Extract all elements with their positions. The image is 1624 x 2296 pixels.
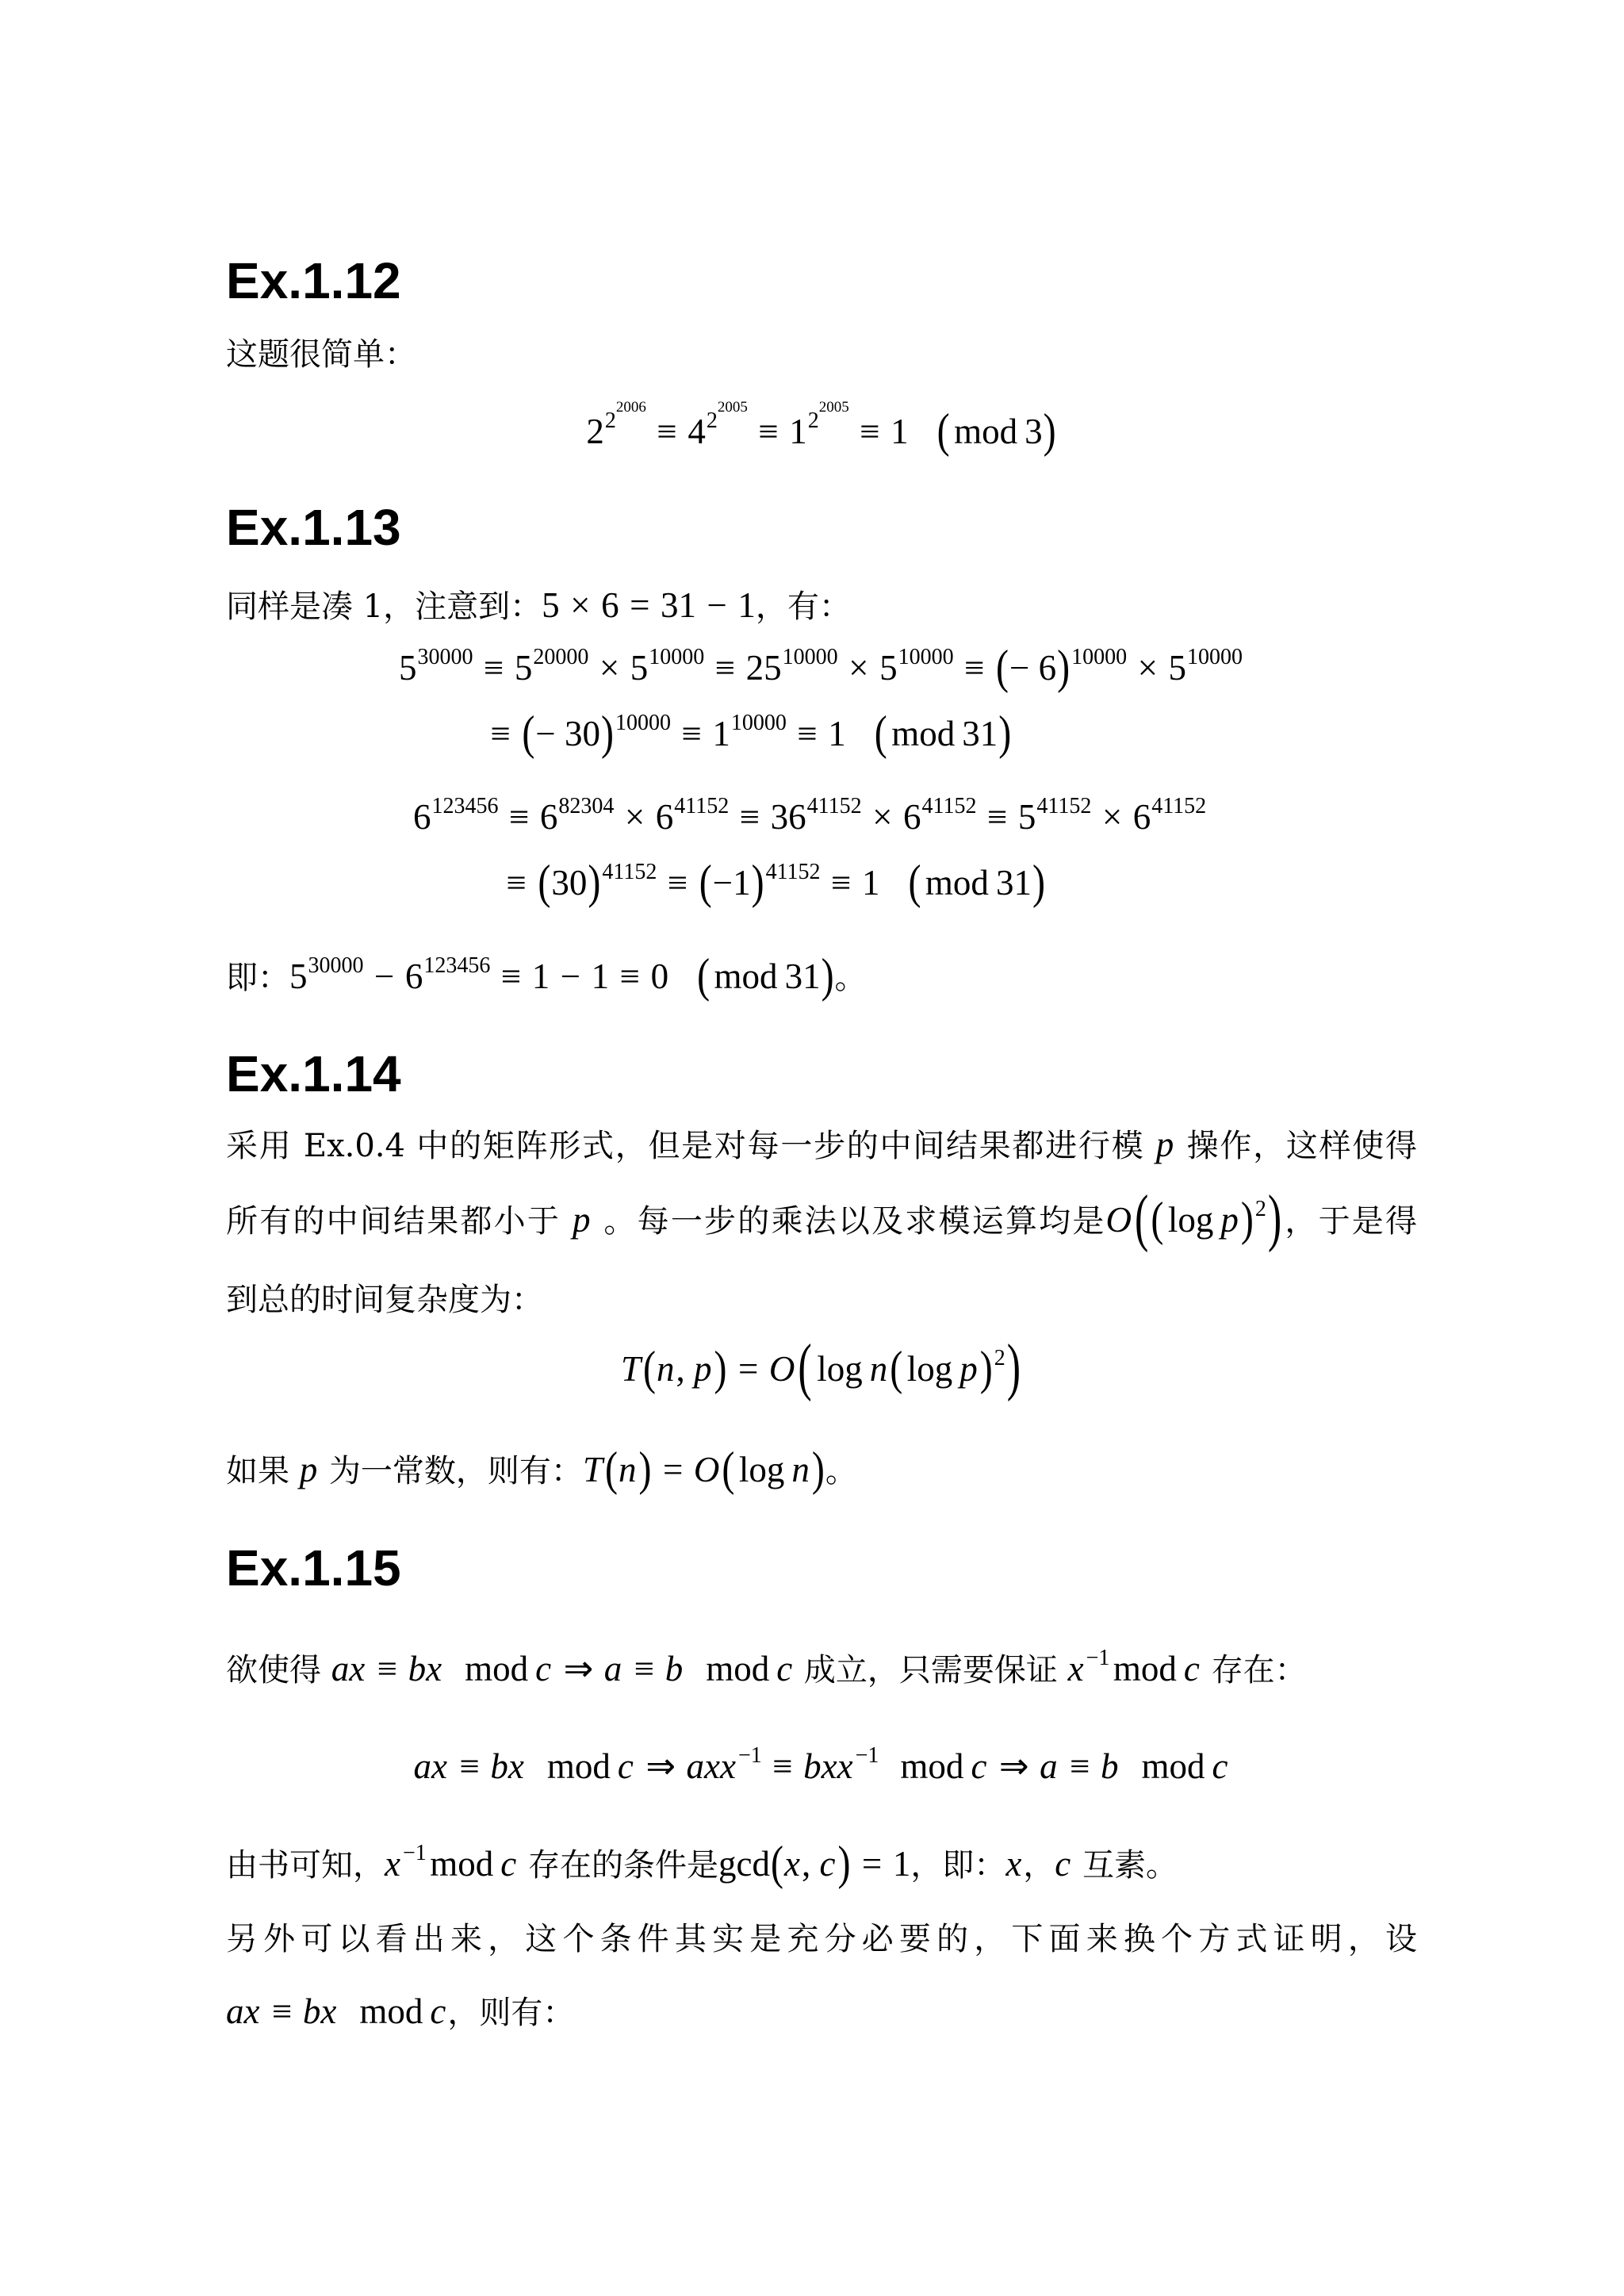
math-number: 31 — [784, 956, 821, 996]
math-number: 6 — [601, 585, 619, 625]
math-number: 6 — [404, 956, 423, 996]
math-number: 6 — [903, 797, 921, 837]
text-line: 如果 p 为一常数，则有：T(n) = O( log n)。 — [226, 1443, 857, 1496]
math-variable: T — [582, 1450, 603, 1489]
math-variable: ax — [331, 1649, 366, 1688]
math-number: 31 — [962, 714, 998, 753]
cjk-text: 同样是凑 1，注意到： — [226, 588, 542, 625]
math-operator: × — [848, 648, 869, 688]
math-variable: x — [1067, 1649, 1084, 1688]
math-operator: ≡ — [667, 863, 688, 903]
math-operator: × — [599, 648, 620, 688]
math-function: mod — [891, 714, 956, 753]
math-operator: = — [630, 585, 650, 625]
math-variable: b — [1101, 1746, 1119, 1786]
math-number: 6 — [1132, 797, 1151, 837]
math-number: − 30 — [535, 714, 601, 753]
cjk-text: 。 — [825, 1453, 857, 1489]
math-mod-operator: mod — [546, 1746, 611, 1786]
math-operator: ⇒ — [563, 1649, 594, 1688]
math-function: mod — [954, 412, 1018, 451]
math-number: 1 — [892, 1844, 911, 1884]
math-operator: ≡ — [459, 1746, 480, 1786]
math-number: gcd — [718, 1844, 770, 1884]
math-operator: ≡ — [758, 412, 779, 451]
math-variable: c — [535, 1649, 552, 1688]
math-number: 5 — [1017, 797, 1036, 837]
cjk-text: 由书可知， — [226, 1847, 385, 1884]
superscript: 2 — [994, 1346, 1005, 1370]
math-variable: x — [385, 1844, 400, 1884]
math-number: 5 — [879, 648, 898, 688]
text-line — [226, 331, 416, 378]
math-number: 5 — [399, 648, 417, 688]
superscript-level-2: 2006 — [615, 399, 646, 416]
math-operator: ≡ — [986, 797, 1008, 837]
math-number: 6 — [413, 797, 431, 837]
superscript: 10000 — [615, 711, 671, 735]
cjk-text: 采用 Ex.0.4 中的矩阵形式，但是对每一步的中间结果都进行模 — [226, 1128, 1156, 1164]
text-line: 即：$5^{30000} - 6^{123456} \equiv 1 - 1 \equiv 0$ ( mod 31)。 — [226, 949, 867, 1002]
display-equation: ≡ (− $30)^{10000} \equiv 1^{10000} \equiv 1$ ( mod 31) — [490, 707, 1012, 760]
math-operator: ≡ — [506, 863, 527, 903]
superscript: 20000 — [533, 645, 589, 669]
math-variable: c — [971, 1746, 987, 1786]
math-number: 1 — [737, 585, 756, 625]
superscript: 10000 — [649, 645, 705, 669]
math-number: 31 — [995, 863, 1032, 903]
math-number: 5 — [1168, 648, 1186, 688]
math-number: 5 — [542, 585, 560, 625]
text-line — [226, 581, 851, 631]
math-operator: − — [560, 956, 581, 996]
math-variable: c — [1183, 1649, 1200, 1688]
math-number: 1 — [591, 956, 610, 996]
superscript: 2 — [807, 408, 819, 433]
math-operator: ≡ — [377, 1649, 398, 1688]
math-operator: ≡ — [681, 714, 702, 753]
cjk-text: ，于是得 — [1283, 1203, 1418, 1240]
math-operator: ≡ — [619, 956, 641, 996]
superscript: 41152 — [674, 794, 730, 818]
superscript: 30000 — [308, 953, 364, 978]
cjk-text: 存在： — [1201, 1652, 1307, 1688]
display-equation: $2^{22006}\equiv 4^{22005}\equiv 1^{22005}\equiv 1$ ( mod 3) — [586, 399, 1056, 458]
math-variable: p — [573, 1200, 591, 1240]
math-number: 5 — [630, 648, 649, 688]
math-operator: = — [861, 1844, 883, 1884]
math-number: 2 — [586, 412, 604, 451]
math-number: 1 — [712, 714, 730, 753]
cjk-text: 到总的时间复杂度为： — [226, 1282, 543, 1318]
math-variable: O — [768, 1349, 795, 1389]
math-number: 30 — [551, 863, 588, 903]
math-operator: × — [624, 797, 645, 837]
math-number: 36 — [770, 797, 806, 837]
math-number: 1 — [531, 956, 550, 996]
cjk-text: 另外可以看出来，这个条件其实是充分必要的，下面来换个方式证明，设 — [226, 1921, 1417, 1957]
math-variable: c — [819, 1844, 836, 1884]
text-line — [226, 1987, 574, 2037]
display-equation — [226, 1742, 1417, 1792]
text-line: 由书可知，x $^{-1}$ mod c 存在的条件是gcd(x, c) = 1，即：x，c 互素。 — [226, 1837, 1178, 1890]
text-line — [226, 1645, 1307, 1694]
cjk-text: 为一常数，则有： — [319, 1453, 583, 1489]
math-number: 4 — [688, 412, 706, 451]
superscript: 2 — [706, 408, 718, 433]
superscript: 82304 — [558, 794, 615, 818]
cjk-text: ， — [1023, 1847, 1055, 1884]
math-function: mod — [714, 956, 778, 996]
math-variable: O — [1105, 1200, 1132, 1240]
math-variable: O — [693, 1450, 720, 1489]
math-variable: p — [959, 1349, 978, 1389]
cjk-text: 如果 — [226, 1453, 300, 1489]
exercise-heading: Ex.1.12 — [226, 252, 401, 309]
math-variable: c — [617, 1746, 634, 1786]
math-variable: c — [500, 1844, 517, 1884]
exercise-heading: Ex.1.15 — [226, 1539, 401, 1596]
math-function: log — [906, 1349, 953, 1389]
math-variable: c — [776, 1649, 793, 1688]
superscript: 123456 — [423, 953, 491, 978]
superscript-level-2: 2005 — [818, 399, 849, 416]
math-function: mod — [925, 863, 989, 903]
math-variable: n — [656, 1349, 675, 1389]
math-mod-operator: mod — [1141, 1746, 1205, 1786]
math-variable: T — [620, 1349, 641, 1389]
math-operator: ≡ — [509, 797, 530, 837]
math-mod-operator: mod — [706, 1649, 770, 1688]
math-operator: ⇒ — [998, 1746, 1029, 1786]
math-variable: p — [1220, 1200, 1239, 1240]
math-number: −1 — [712, 863, 751, 903]
math-variable: n — [791, 1450, 810, 1489]
display-equation: $5^{30000} \equiv 5^{20000} \times 5^{10000} \equiv 25^{10000} \times 5^{10000}$ ≡ (− $6)^{10000} \times 5^{10000}$ — [399, 641, 1243, 694]
math-variable: bx — [408, 1649, 442, 1688]
math-operator: × — [570, 585, 591, 625]
cjk-text: ，有： — [755, 588, 851, 625]
math-operator: ≡ — [1070, 1746, 1090, 1786]
superscript: 10000 — [1071, 645, 1128, 669]
math-operator: ≡ — [714, 648, 736, 688]
math-operator: ≡ — [964, 648, 985, 688]
math-variable: bx — [490, 1746, 524, 1786]
math-operator: ≡ — [739, 797, 760, 837]
superscript: 41152 — [1151, 794, 1207, 818]
math-function: log — [817, 1349, 863, 1389]
superscript: 30000 — [417, 645, 473, 669]
superscript: 10000 — [1186, 645, 1243, 669]
math-number: 1 — [789, 412, 807, 451]
math-number: 1 — [861, 863, 880, 903]
math-variable: p — [299, 1450, 318, 1489]
math-variable: a — [1040, 1746, 1058, 1786]
superscript: 10000 — [730, 711, 787, 735]
cjk-text: 成立，只需要保证 — [794, 1652, 1068, 1688]
exercise-heading: Ex.1.13 — [226, 499, 401, 556]
math-variable: bx — [302, 1991, 337, 2031]
math-variable: p — [1155, 1125, 1174, 1164]
math-operator: ≡ — [797, 714, 818, 753]
cjk-text: 这题很简单： — [226, 336, 416, 373]
math-operator: × — [1101, 797, 1123, 837]
superscript: −1 — [1086, 1646, 1110, 1670]
math-variable: ax — [413, 1746, 447, 1786]
math-operator: = — [737, 1349, 759, 1389]
math-mod-operator: mod — [900, 1746, 964, 1786]
math-operator: × — [872, 797, 893, 837]
superscript: 10000 — [782, 645, 838, 669]
superscript: 123456 — [431, 794, 499, 818]
superscript: 41152 — [1036, 794, 1092, 818]
math-number: , — [676, 1349, 694, 1389]
superscript-level-2: 2005 — [717, 399, 748, 416]
display-equation: T(n, p) = O( log n( log p)$^2$) — [620, 1332, 1021, 1403]
math-variable: a — [603, 1649, 622, 1688]
math-variable: x — [783, 1844, 800, 1884]
math-number: 3 — [1025, 412, 1043, 451]
math-function: mod — [430, 1844, 494, 1884]
math-number: 1 — [891, 412, 909, 451]
superscript: −1 — [737, 1743, 762, 1768]
cjk-text: 。每一步的乘法以及求模运算均是 — [592, 1203, 1106, 1240]
text-line — [226, 1915, 1417, 1963]
text-line — [226, 1276, 543, 1324]
superscript: 41152 — [602, 860, 657, 884]
cjk-text: 。 — [834, 960, 867, 996]
superscript: −1 — [855, 1743, 879, 1768]
math-variable: ax — [226, 1991, 260, 2031]
math-operator: − — [707, 585, 727, 625]
math-operator: ≡ — [271, 1991, 293, 2031]
math-variable: bxx — [803, 1746, 853, 1786]
superscript: 2 — [604, 408, 616, 433]
math-number: − 6 — [1009, 648, 1057, 688]
display-equation — [413, 793, 1206, 842]
math-operator: = — [662, 1450, 684, 1489]
math-variable: p — [693, 1349, 712, 1389]
cjk-text: 欲使得 — [226, 1652, 331, 1688]
superscript: 2 — [1254, 1197, 1266, 1221]
text-line — [226, 1121, 1417, 1170]
math-variable: b — [665, 1649, 684, 1688]
math-operator: × — [1137, 648, 1158, 688]
cjk-text: 操作，这样使得 — [1175, 1128, 1418, 1164]
math-operator: ≡ — [772, 1746, 793, 1786]
math-operator: ≡ — [484, 648, 504, 688]
math-variable: c — [1212, 1746, 1228, 1786]
cjk-text: ，即： — [910, 1847, 1006, 1884]
math-variable: c — [1055, 1844, 1071, 1884]
math-variable: n — [869, 1349, 888, 1389]
math-number: 6 — [655, 797, 674, 837]
math-variable: c — [430, 1991, 446, 2031]
math-variable: n — [618, 1450, 637, 1489]
superscript: −1 — [402, 1841, 427, 1865]
math-number: 31 — [660, 585, 696, 625]
math-operator: ≡ — [860, 412, 880, 451]
math-variable: axx — [686, 1746, 736, 1786]
cjk-text: ，则有： — [447, 1995, 575, 2031]
math-number: 25 — [745, 648, 782, 688]
superscript: 41152 — [806, 794, 862, 818]
math-variable: x — [1005, 1844, 1022, 1884]
text-line: 所有的中间结果都小于 p 。每一步的乘法以及求模运算均是O(( log p)$^2$)，于是得 — [226, 1183, 1418, 1254]
math-number: 1 — [828, 714, 846, 753]
display-equation: ≡ $(30)^{41152} \equiv (-1)^{41152} \equiv 1$ ( mod 31) — [506, 856, 1045, 909]
math-number: 6 — [539, 797, 558, 837]
exercise-heading: Ex.1.14 — [226, 1045, 401, 1102]
cjk-text: 所有的中间结果都小于 — [226, 1203, 573, 1240]
math-number: 0 — [650, 956, 669, 996]
cjk-text: 互素。 — [1072, 1847, 1178, 1884]
math-number: 5 — [514, 648, 533, 688]
math-number: , — [801, 1844, 820, 1884]
math-operator: ≡ — [500, 956, 522, 996]
math-operator: ≡ — [657, 412, 677, 451]
math-number: 5 — [289, 956, 308, 996]
cjk-text: 即： — [226, 960, 289, 996]
math-function: log — [738, 1450, 785, 1489]
math-operator: ⇒ — [645, 1746, 676, 1786]
math-operator: ≡ — [831, 863, 852, 903]
math-mod-operator: mod — [465, 1649, 529, 1688]
superscript: 41152 — [765, 860, 821, 884]
math-mod-operator: mod — [359, 1991, 423, 2031]
math-function: mod — [1113, 1649, 1177, 1688]
superscript: 10000 — [898, 645, 954, 669]
cjk-text: 存在的条件是 — [518, 1847, 718, 1884]
math-operator: ≡ — [490, 714, 511, 753]
math-operator: − — [374, 956, 395, 996]
math-operator: ≡ — [634, 1649, 655, 1688]
math-function: log — [1167, 1200, 1214, 1240]
superscript: 41152 — [921, 794, 977, 818]
